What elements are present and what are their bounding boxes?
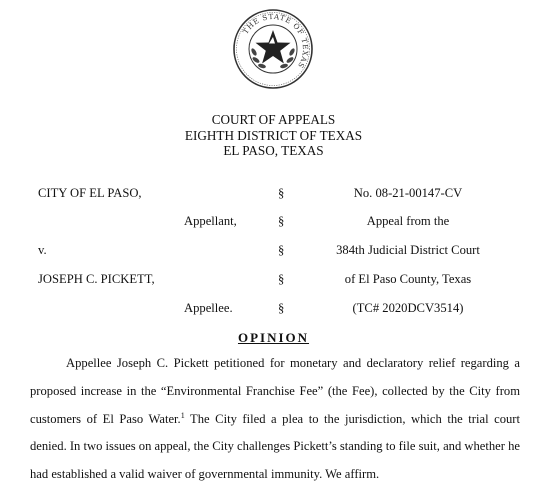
court-name: COURT OF APPEALS [211,112,336,127]
section-symbol: § [278,214,285,228]
section-symbol: § [278,301,285,315]
texas-state-seal-icon [232,8,314,90]
opinion-title: OPINION [237,330,310,345]
appellee-name: JOSEPH C. PICKETT, [38,272,155,286]
court-district: EIGHTH DISTRICT OF TEXAS [184,127,363,143]
appellant-name: CITY OF EL PASO, [38,186,142,200]
opinion-paragraph [30,350,520,489]
section-symbol: § [278,243,285,257]
opinion-text-part1: Appellee Joseph C. Pickett petitioned for monetary and declaratory relief regarding a proposed increase in the “Environmental Franchise Fee” (the Fee), collected by the City from customers of El Paso Water. [30,356,520,426]
trial-court: 384th Judicial District Court [336,243,480,257]
versus-label: v. [38,243,47,257]
appellee-role: Appellee. [184,301,233,315]
section-symbol: § [278,186,285,200]
trial-cause-number: (TC# 2020DCV3514) [352,301,464,315]
trial-county: of El Paso County, Texas [344,272,472,286]
seal-ring-text: THE STATE OF TEXAS [240,11,311,71]
case-number: No. 08-21-00147-CV [353,186,463,200]
texas-state-seal [232,8,314,90]
court-location: EL PASO, TEXAS [223,143,324,158]
court-header [0,112,547,159]
section-symbol: § [278,272,285,286]
opinion-text-part2: The City filed a plea to the jurisdiction, which the trial court denied. In two issues on appeal, the City challenges Pickett’s standing to file suit, and whether he had established a valid waiver of governmental immunity. We affirm. [30,411,520,482]
appeal-from: Appeal from the [366,214,450,228]
appellant-role: Appellant, [184,214,237,228]
footnote-reference[interactable]: 1 [180,410,185,420]
